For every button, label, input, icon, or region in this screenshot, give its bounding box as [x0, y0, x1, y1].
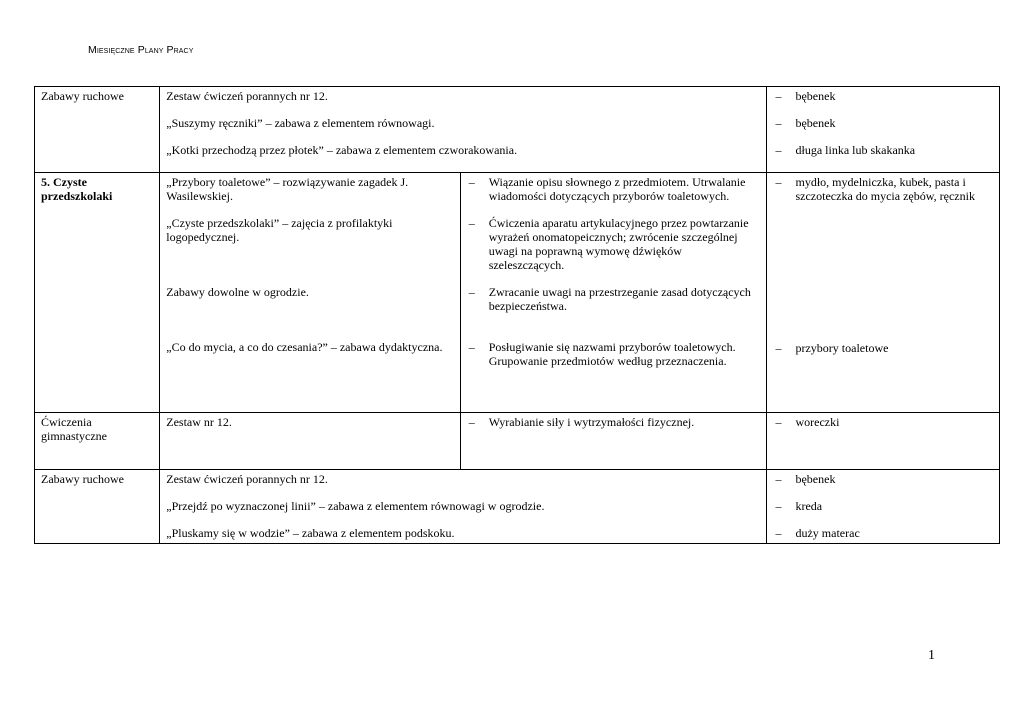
materials-cell	[767, 470, 1000, 544]
list-item: – bębenek	[775, 116, 836, 130]
table-row	[35, 173, 1000, 413]
materials-cell	[767, 413, 1000, 470]
list-item: – przybory toaletowe	[775, 341, 889, 355]
table-row	[35, 470, 1000, 544]
materials-cell	[767, 87, 1000, 173]
content-cell: Zestaw ćwiczeń porannych nr 12. „Suszymy ręczniki” – zabawa z elementem równowagi. „Kotki przechodzą przez płotek” – zabawa z elementem czworakowania.	[160, 87, 767, 173]
table-row	[35, 87, 1000, 173]
list-item: – duży materac	[775, 526, 860, 540]
goals-cell	[460, 413, 767, 470]
list-item: – kreda	[775, 499, 823, 513]
goals-cell	[460, 173, 767, 413]
materials-cell	[767, 173, 1000, 413]
activity-cell: Zabawy ruchowe	[35, 87, 160, 173]
page-header: Miesięczne Plany Pracy	[88, 44, 194, 56]
content-cell: Zestaw nr 12.	[160, 413, 460, 470]
list-item: – Wiązanie opisu słownego z przedmiotem. Utrwalanie wiadomości dotyczących przyborów toaletowych.	[468, 175, 746, 203]
plan-table	[34, 86, 1000, 544]
content-cell: Zestaw ćwiczeń porannych nr 12. „Przejdź po wyznaczonej linii” – zabawa z elementem równowagi w ogrodzie. „Pluskamy się w wodzie” – zabawa z elementem podskoku.	[160, 470, 767, 544]
list-item: – długa linka lub skakanka	[775, 143, 916, 157]
topic-cell: 5. Czyste przedszkolaki	[35, 173, 160, 413]
activity-cell: Zabawy ruchowe	[35, 470, 160, 544]
list-item: – bębenek	[775, 472, 836, 486]
list-item: – Posługiwanie się nazwami przyborów toaletowych. Grupowanie przedmiotów według przeznaczenia.	[468, 340, 736, 368]
list-item: – woreczki	[775, 415, 840, 429]
list-item: – Zwracanie uwagi na przestrzeganie zasad dotyczących bezpieczeństwa.	[468, 285, 751, 313]
content-cell: „Przybory toaletowe” – rozwiązywanie zagadek J. Wasilewskiej. „Czyste przedszkolaki” – zajęcia z profilaktyki logopedycznej. Zabawy dowolne w ogrodzie. „Co do mycia, a co do czesania?” – zabawa dydaktyczna.	[160, 173, 460, 413]
activity-cell: Ćwiczenia gimnastyczne	[35, 413, 160, 470]
list-item: – mydło, mydelniczka, kubek, pasta i szczoteczka do mycia zębów, ręcznik	[775, 175, 975, 203]
list-item: – bębenek	[775, 89, 836, 103]
page-number: 1	[928, 648, 935, 663]
table-row	[35, 413, 1000, 470]
list-item: – Wyrabianie siły i wytrzymałości fizycznej.	[468, 415, 695, 429]
list-item: – Ćwiczenia aparatu artykulacyjnego przez powtarzanie wyrażeń onomatopeicznych; zwrócenie szczególnej uwagi na poprawną wymowę dźwięków szeleszczących.	[468, 216, 749, 272]
